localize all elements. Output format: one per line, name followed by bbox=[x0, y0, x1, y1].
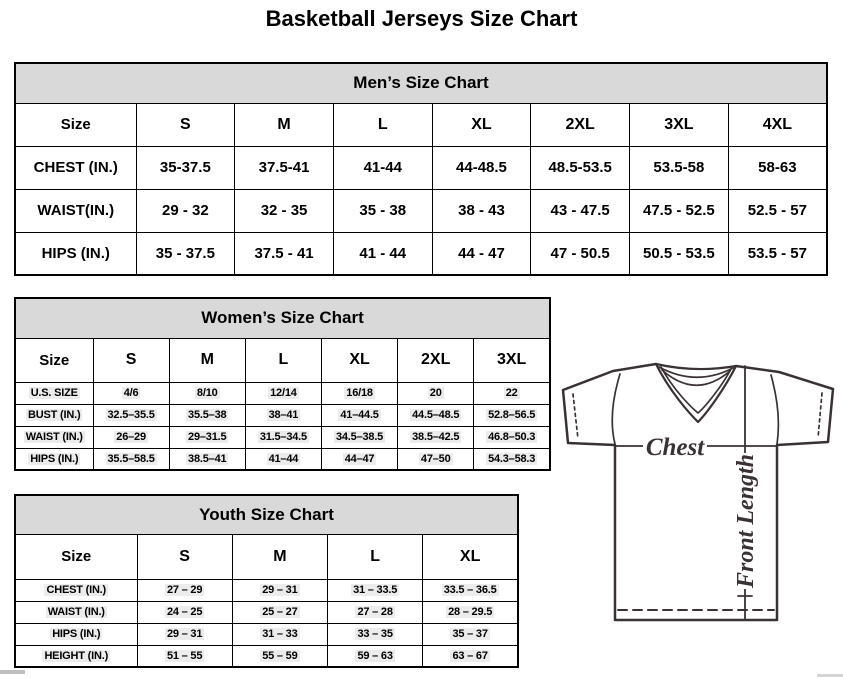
size-value: 38 - 43 bbox=[432, 189, 531, 232]
size-value: 47 - 50.5 bbox=[531, 232, 630, 275]
row-label: U.S. SIZE bbox=[15, 382, 93, 404]
size-value: 22 bbox=[474, 382, 550, 404]
size-value: 34.5–38.5 bbox=[321, 426, 397, 448]
size-value: 28 – 29.5 bbox=[423, 601, 518, 623]
chest-measure-label: Chest bbox=[645, 434, 705, 461]
size-value: 35 – 37 bbox=[423, 623, 518, 645]
size-value: 52.8–56.5 bbox=[474, 404, 550, 426]
size-value: 29–31.5 bbox=[169, 426, 245, 448]
front-length-measure-label: Front Length bbox=[732, 453, 759, 589]
sleeve-dash-right bbox=[818, 393, 822, 438]
size-column-header: Size bbox=[15, 338, 93, 382]
jersey-measurement-diagram bbox=[558, 358, 843, 632]
collar-top-edge bbox=[656, 364, 736, 369]
row-label: HIPS (IN.) bbox=[15, 448, 93, 470]
armhole-seam-right bbox=[771, 375, 778, 444]
size-value: 41–44.5 bbox=[321, 404, 397, 426]
column-header-s: S bbox=[93, 338, 169, 382]
size-value: 47.5 - 52.5 bbox=[630, 189, 729, 232]
table-row bbox=[15, 579, 518, 601]
page-title: Basketball Jerseys Size Chart bbox=[265, 6, 578, 31]
men-table-grid bbox=[14, 62, 828, 276]
size-value: 4/6 bbox=[93, 382, 169, 404]
size-value: 37.5-41 bbox=[235, 146, 334, 189]
column-header-l: L bbox=[328, 534, 423, 579]
column-header-3xl: 3XL bbox=[474, 338, 550, 382]
size-value: 50.5 - 53.5 bbox=[630, 232, 729, 275]
size-value: 31.5–34.5 bbox=[245, 426, 321, 448]
mens-size-table bbox=[14, 62, 828, 276]
size-value: 12/14 bbox=[245, 382, 321, 404]
size-value: 46.8–50.3 bbox=[474, 426, 550, 448]
size-value: 58-63 bbox=[728, 146, 827, 189]
womens-size-table bbox=[14, 297, 551, 471]
size-value: 35-37.5 bbox=[136, 146, 235, 189]
column-header-m: M bbox=[169, 338, 245, 382]
table-row bbox=[15, 448, 550, 470]
size-value: 47–50 bbox=[398, 448, 474, 470]
row-label: WAIST(IN.) bbox=[15, 189, 136, 232]
size-value: 32.5–35.5 bbox=[93, 404, 169, 426]
size-column-header: Size bbox=[15, 534, 137, 579]
size-value: 35 - 37.5 bbox=[136, 232, 235, 275]
youth-table-grid bbox=[14, 494, 519, 668]
size-value: 51 – 55 bbox=[137, 645, 232, 667]
table-row bbox=[15, 623, 518, 645]
size-value: 35.5–58.5 bbox=[93, 448, 169, 470]
column-header-s: S bbox=[137, 534, 232, 579]
row-label: BUST (IN.) bbox=[15, 404, 93, 426]
size-value: 31 – 33.5 bbox=[328, 579, 423, 601]
size-value: 53.5 - 57 bbox=[728, 232, 827, 275]
table-row bbox=[15, 382, 550, 404]
table-row bbox=[15, 232, 827, 275]
size-value: 27 – 28 bbox=[328, 601, 423, 623]
table-row bbox=[15, 601, 518, 623]
size-value: 35 - 38 bbox=[333, 189, 432, 232]
size-value: 59 – 63 bbox=[328, 645, 423, 667]
column-header-m: M bbox=[235, 103, 334, 146]
row-label: HIPS (IN.) bbox=[15, 623, 137, 645]
size-value: 8/10 bbox=[169, 382, 245, 404]
column-header-xl: XL bbox=[432, 103, 531, 146]
table-row bbox=[15, 426, 550, 448]
row-label: HIPS (IN.) bbox=[15, 232, 136, 275]
size-value: 29 - 32 bbox=[136, 189, 235, 232]
column-header-l: L bbox=[333, 103, 432, 146]
column-header-xl: XL bbox=[423, 534, 518, 579]
size-value: 24 – 25 bbox=[137, 601, 232, 623]
table-row bbox=[15, 645, 518, 667]
youth-size-table bbox=[14, 494, 519, 668]
size-value: 41 - 44 bbox=[333, 232, 432, 275]
armhole-seam-left bbox=[612, 374, 620, 444]
size-value: 54.3–58.3 bbox=[474, 448, 550, 470]
men-table-title: Men’s Size Chart bbox=[15, 63, 827, 103]
size-value: 44.5–48.5 bbox=[398, 404, 474, 426]
size-value: 37.5 - 41 bbox=[235, 232, 334, 275]
size-value: 26–29 bbox=[93, 426, 169, 448]
size-value: 52.5 - 57 bbox=[728, 189, 827, 232]
size-column-header: Size bbox=[15, 103, 136, 146]
size-value: 44-48.5 bbox=[432, 146, 531, 189]
column-header-l: L bbox=[245, 338, 321, 382]
column-header-2xl: 2XL bbox=[531, 103, 630, 146]
women-table-grid bbox=[14, 297, 551, 471]
row-label: WAIST (IN.) bbox=[15, 601, 137, 623]
size-value: 63 – 67 bbox=[423, 645, 518, 667]
size-value: 44 - 47 bbox=[432, 232, 531, 275]
size-value: 41–44 bbox=[245, 448, 321, 470]
table-row bbox=[15, 404, 550, 426]
size-value: 53.5-58 bbox=[630, 146, 729, 189]
size-value: 41-44 bbox=[333, 146, 432, 189]
jersey-outline-icon bbox=[563, 364, 833, 620]
column-header-4xl: 4XL bbox=[728, 103, 827, 146]
size-value: 38–41 bbox=[245, 404, 321, 426]
scrollbar-fragment-left bbox=[0, 670, 25, 674]
size-value: 38.5–41 bbox=[169, 448, 245, 470]
size-value: 44–47 bbox=[321, 448, 397, 470]
column-header-xl: XL bbox=[321, 338, 397, 382]
row-label: CHEST (IN.) bbox=[15, 146, 136, 189]
size-value: 29 – 31 bbox=[137, 623, 232, 645]
column-header-m: M bbox=[232, 534, 327, 579]
size-value: 32 - 35 bbox=[235, 189, 334, 232]
row-label: WAIST (IN.) bbox=[15, 426, 93, 448]
size-value: 31 – 33 bbox=[232, 623, 327, 645]
size-value: 20 bbox=[398, 382, 474, 404]
women-table-title: Women’s Size Chart bbox=[15, 298, 550, 338]
row-label: CHEST (IN.) bbox=[15, 579, 137, 601]
column-header-2xl: 2XL bbox=[398, 338, 474, 382]
row-label: HEIGHT (IN.) bbox=[15, 645, 137, 667]
youth-table-title: Youth Size Chart bbox=[15, 495, 518, 534]
size-value: 33 – 35 bbox=[328, 623, 423, 645]
size-value: 35.5–38 bbox=[169, 404, 245, 426]
sleeve-dash-left bbox=[573, 394, 578, 439]
table-row bbox=[15, 146, 827, 189]
scrollbar-fragment-right bbox=[817, 674, 843, 677]
size-value: 29 – 31 bbox=[232, 579, 327, 601]
table-row bbox=[15, 189, 827, 232]
size-value: 33.5 – 36.5 bbox=[423, 579, 518, 601]
size-value: 48.5-53.5 bbox=[531, 146, 630, 189]
column-header-3xl: 3XL bbox=[630, 103, 729, 146]
column-header-s: S bbox=[136, 103, 235, 146]
size-value: 55 – 59 bbox=[232, 645, 327, 667]
size-value: 16/18 bbox=[321, 382, 397, 404]
size-value: 43 - 47.5 bbox=[531, 189, 630, 232]
size-value: 38.5–42.5 bbox=[398, 426, 474, 448]
size-value: 25 – 27 bbox=[232, 601, 327, 623]
size-value: 27 – 29 bbox=[137, 579, 232, 601]
